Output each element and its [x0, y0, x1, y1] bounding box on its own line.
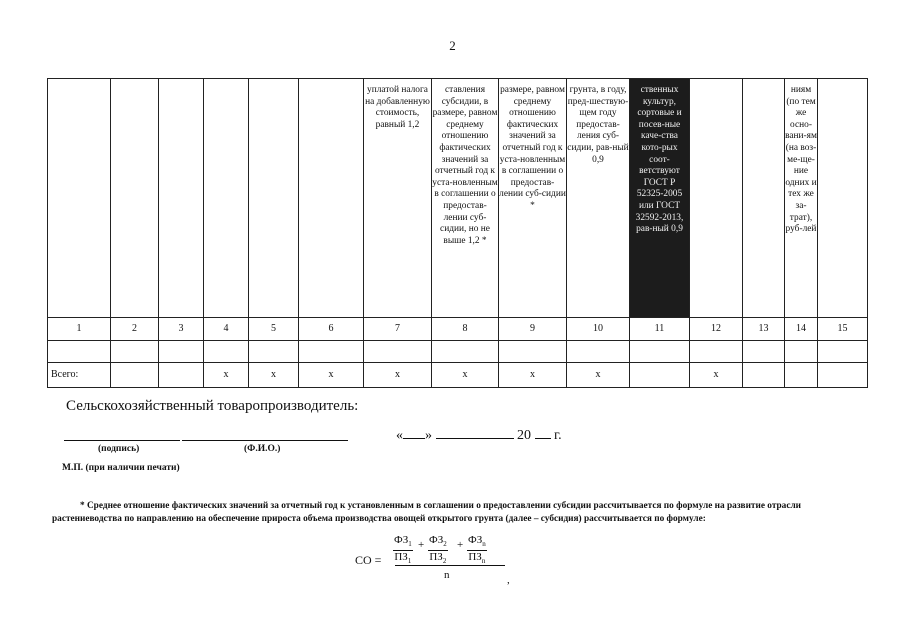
- header-cell-2: [111, 79, 159, 318]
- data-cell[interactable]: [818, 341, 868, 363]
- column-number: 3: [159, 318, 204, 341]
- total-cell: x: [204, 363, 249, 388]
- data-cell[interactable]: [499, 341, 567, 363]
- date-year-suffix: г.: [554, 428, 562, 443]
- column-number: 5: [249, 318, 299, 341]
- formula-comma: ,: [507, 574, 510, 586]
- column-number: 9: [499, 318, 567, 341]
- page-number: 2: [449, 38, 456, 53]
- blank-data-row: [48, 341, 868, 363]
- header-cell-3: [159, 79, 204, 318]
- header-cell-10: грунта, в году, пред-шествую-щем году предостав-ления суб-сидии, рав-ный 0,9: [567, 79, 630, 318]
- co-formula: [355, 528, 545, 592]
- header-cell-1: [48, 79, 111, 318]
- signature-caption: (подпись): [98, 444, 140, 454]
- column-number: 4: [204, 318, 249, 341]
- report-table: [47, 78, 868, 388]
- total-cell: x: [364, 363, 432, 388]
- data-cell[interactable]: [249, 341, 299, 363]
- total-row: [48, 363, 868, 388]
- data-cell[interactable]: [567, 341, 630, 363]
- term-2-denominator: ПЗ: [429, 551, 443, 564]
- data-cell[interactable]: [690, 341, 743, 363]
- term-1-denominator-index: 1: [407, 557, 412, 566]
- formula-main-fraction-bar: [395, 565, 505, 566]
- total-label: Всего:: [48, 363, 111, 388]
- date-year-prefix: 20: [517, 428, 531, 443]
- formula-lhs: СО =: [355, 553, 382, 567]
- column-number: 14: [785, 318, 818, 341]
- total-cell[interactable]: [785, 363, 818, 388]
- fio-line[interactable]: [182, 440, 348, 441]
- total-cell[interactable]: [111, 363, 159, 388]
- column-number: 7: [364, 318, 432, 341]
- date-line: [396, 424, 562, 444]
- column-number: 11: [630, 318, 690, 341]
- header-cell-15: [818, 79, 868, 318]
- footnote: * Среднее отношение фактических значений за отчетный год к установленным в соглашении о предоставлении субсидии рассчитывается по формуле на развитие отрасли растениеводства по направлению на обеспечение прироста объема производства овощей открытого грунта (далее – субсидия) рассчитывается по формуле:: [52, 501, 802, 524]
- data-cell[interactable]: [785, 341, 818, 363]
- data-cell[interactable]: [111, 341, 159, 363]
- total-cell[interactable]: [818, 363, 868, 388]
- header-cell-12: [690, 79, 743, 318]
- term-n-numerator-index: n: [482, 540, 486, 549]
- total-cell: x: [249, 363, 299, 388]
- date-open-quote: «: [396, 428, 403, 443]
- data-cell[interactable]: [364, 341, 432, 363]
- total-cell[interactable]: [159, 363, 204, 388]
- header-cell-8: ставления субсидии, в размере, равном среднему отношению фактических значений за отчетный год к уста-новленным в соглашении о предостав-лении суб-сидии, но не выше 1,2 *: [432, 79, 499, 318]
- term-n-denominator: ПЗ: [468, 551, 482, 564]
- total-cell[interactable]: [630, 363, 690, 388]
- header-row: [48, 79, 868, 318]
- header-cell-4: [204, 79, 249, 318]
- header-cell-13: [743, 79, 785, 318]
- data-cell[interactable]: [743, 341, 785, 363]
- producer-label: Сельскохозяйственный товаропроизводитель:: [66, 398, 359, 414]
- total-cell: x: [567, 363, 630, 388]
- column-number: 2: [111, 318, 159, 341]
- header-cell-6: [299, 79, 364, 318]
- data-cell[interactable]: [48, 341, 111, 363]
- formula-divisor: n: [444, 569, 450, 581]
- term-n-numerator: ФЗ: [468, 534, 483, 546]
- column-number: 15: [818, 318, 868, 341]
- term-1-denominator: ПЗ: [394, 551, 408, 564]
- total-cell: x: [299, 363, 364, 388]
- data-cell[interactable]: [159, 341, 204, 363]
- header-cell-9: размере, равном среднему отношению фактических значений за отчетный год к уста-новленным в соглашении о предостав-лении суб-сидии *: [499, 79, 567, 318]
- term-1-numerator-index: 1: [408, 540, 412, 549]
- formula-term-1: [393, 534, 413, 567]
- formula-term-2: [428, 534, 448, 567]
- column-number-row: [48, 318, 868, 341]
- date-year-field[interactable]: [535, 424, 551, 439]
- total-cell[interactable]: [743, 363, 785, 388]
- header-cell-14: ниям (по тем же осно-вани-ям (на воз-ме-ще-ние одних и тех же за-трат), руб-лей: [785, 79, 818, 318]
- column-number: 1: [48, 318, 111, 341]
- header-cell-11: ственных культур, сортовые и посев-ные каче-ства кото-рых соот-ветствуют ГОСТ Р 52325-2005 или ГОСТ 32592-2013, рав-ный 0,9: [630, 79, 690, 318]
- stamp-note: М.П. (при наличии печати): [62, 463, 180, 473]
- date-month-field[interactable]: [436, 424, 514, 439]
- total-cell: x: [499, 363, 567, 388]
- data-cell[interactable]: [299, 341, 364, 363]
- formula-plus-2: +: [457, 539, 464, 551]
- formula-term-n: [467, 534, 487, 567]
- data-cell[interactable]: [432, 341, 499, 363]
- signature-line[interactable]: [64, 440, 180, 441]
- fio-caption: (Ф.И.О.): [244, 444, 281, 454]
- date-day-field[interactable]: [403, 424, 425, 439]
- column-number: 10: [567, 318, 630, 341]
- total-cell: x: [432, 363, 499, 388]
- column-number: 8: [432, 318, 499, 341]
- header-cell-7: уплатой налога на добавленную стоимость, равный 1,2: [364, 79, 432, 318]
- term-2-denominator-index: 2: [442, 557, 447, 566]
- date-close-quote: »: [425, 428, 432, 443]
- term-1-numerator: ФЗ: [394, 534, 409, 546]
- formula-plus-1: +: [418, 539, 425, 551]
- column-number: 12: [690, 318, 743, 341]
- data-cell[interactable]: [204, 341, 249, 363]
- term-n-denominator-index: n: [481, 557, 486, 566]
- term-2-numerator-index: 2: [443, 540, 447, 549]
- data-cell[interactable]: [630, 341, 690, 363]
- column-number: 6: [299, 318, 364, 341]
- column-number: 13: [743, 318, 785, 341]
- header-cell-5: [249, 79, 299, 318]
- term-2-numerator: ФЗ: [429, 534, 444, 546]
- total-cell: x: [690, 363, 743, 388]
